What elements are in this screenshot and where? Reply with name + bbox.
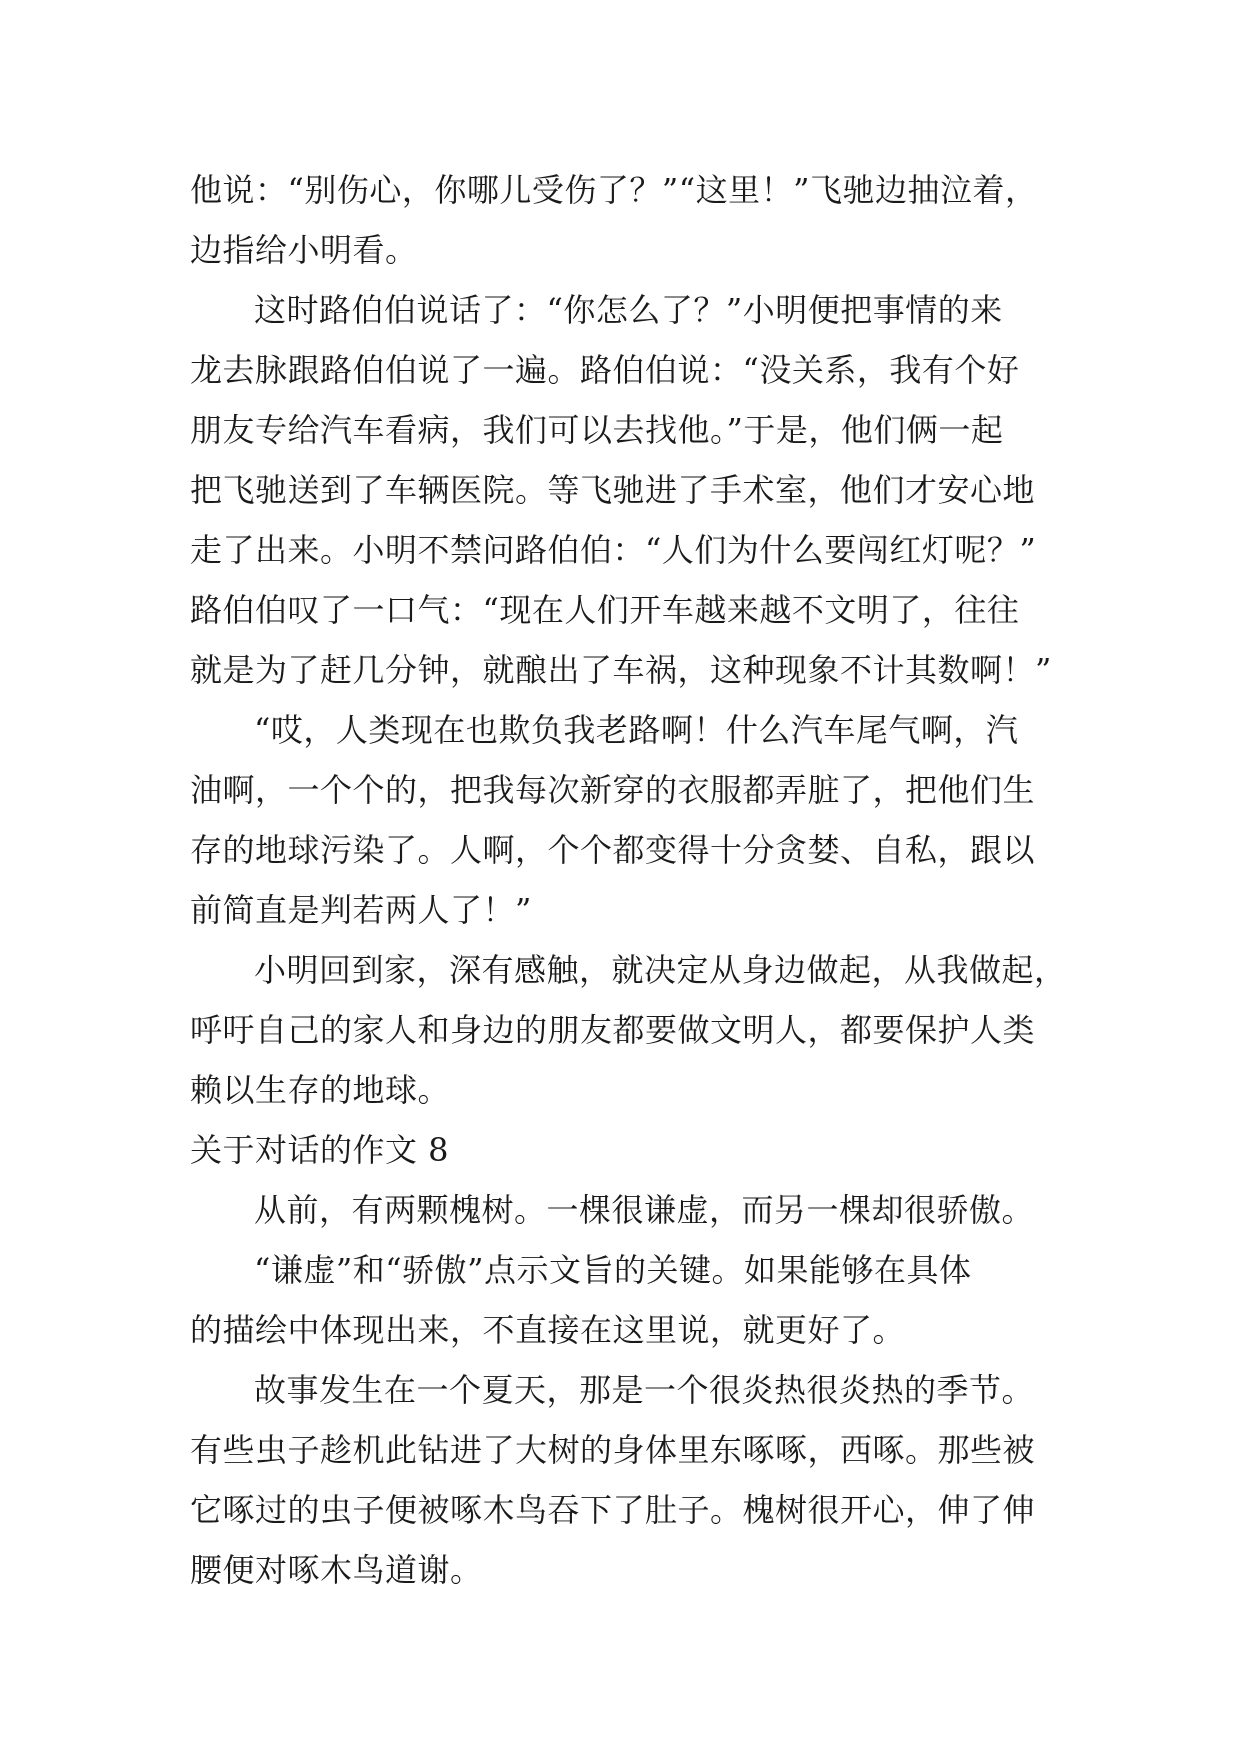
text-line: 朋友专给汽车看病，我们可以去找他。”于是，他们俩一起 [190,411,1004,449]
document-body [190,160,1070,1600]
text-line: 前简直是判若两人了！” [190,891,532,929]
text-line: 有些虫子趁机此钻进了大树的身体里东啄啄，西啄。那些被 [190,1431,1036,1469]
text-line: 这时路伯伯说话了：“你怎么了？”小明便把事情的来 [254,291,1003,329]
text-line: “哎，人类现在也欺负我老路啊！什么汽车尾气啊，汽 [254,711,1019,749]
text-line: 路伯伯叹了一口气：“现在人们开车越来越不文明了，往往 [190,591,1020,629]
text-line: 小明回到家，深有感触，就决定从身边做起，从我做起， [254,951,1067,989]
text-line: 故事发生在一个夏天，那是一个很炎热很炎热的季节。 [254,1371,1035,1409]
text-line: 腰便对啄木鸟道谢。 [190,1551,483,1589]
text-line: 把飞驰送到了车辆医院。等飞驰进了手术室，他们才安心地 [190,471,1036,509]
text-line: 的描绘中体现出来，不直接在这里说，就更好了。 [190,1311,906,1349]
text-line: 边指给小明看。 [190,231,418,269]
text-line: 从前，有两颗槐树。一棵很谦虚，而另一棵却很骄傲。 [254,1191,1035,1229]
text-line: 赖以生存的地球。 [190,1071,451,1109]
text-line: 它啄过的虫子便被啄木鸟吞下了肚子。槐树很开心，伸了伸 [190,1491,1036,1529]
section-heading: 关于对话的作文 8 [190,1131,450,1169]
text-line: 龙去脉跟路伯伯说了一遍。路伯伯说：“没关系，我有个好 [190,351,1020,389]
text-line: 他说：“别伤心，你哪儿受伤了？”“这里！”飞驰边抽泣着， [190,171,1038,209]
text-line: 油啊，一个个的，把我每次新穿的衣服都弄脏了，把他们生 [190,771,1036,809]
text-line: 就是为了赶几分钟，就酿出了车祸，这种现象不计其数啊！” [190,651,1052,689]
text-line: 走了出来。小明不禁问路伯伯：“人们为什么要闯红灯呢？” [190,531,1037,569]
text-line: 存的地球污染了。人啊，个个都变得十分贪婪、自私，跟以 [190,831,1036,869]
text-line: “谦虚”和“骄傲”点示文旨的关键。如果能够在具体 [254,1251,972,1289]
text-line: 呼吁自己的家人和身边的朋友都要做文明人，都要保护人类 [190,1011,1036,1049]
